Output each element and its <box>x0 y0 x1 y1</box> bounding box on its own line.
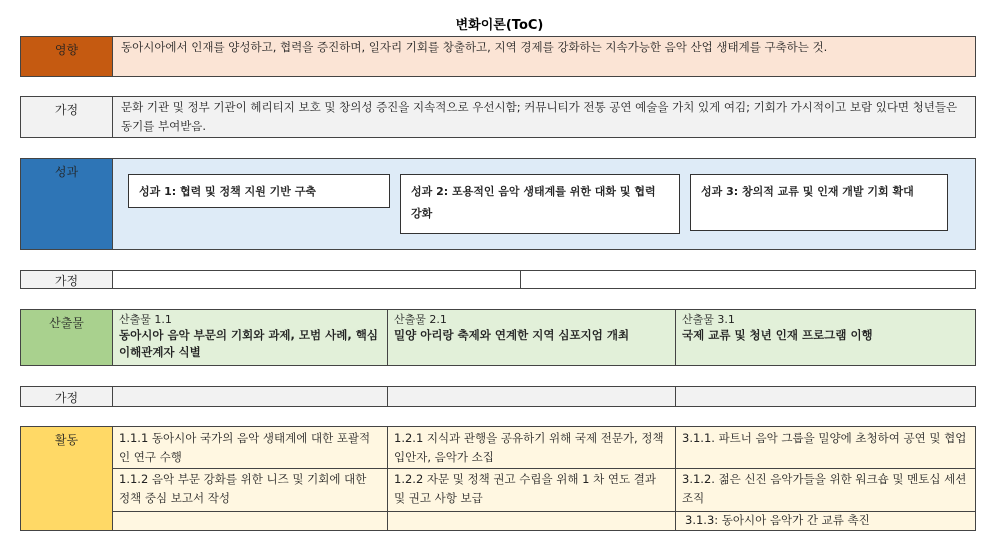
impact-label: 영향 <box>21 37 113 76</box>
activity-column-2 <box>388 427 676 530</box>
assumption-cell-2b <box>521 271 975 288</box>
page-title: 변화이론(ToC) <box>455 18 544 33</box>
outcome-box-1: 성과 1: 협력 및 정책 지원 기반 구축 <box>128 174 390 208</box>
output-cell-3 <box>676 310 975 365</box>
activity-column-3 <box>676 427 975 530</box>
activity-3-1-2: 3.1.2. 젊은 신진 음악가들을 위한 워크숍 및 멘토십 세션 조직 <box>682 472 967 505</box>
output-number-1: 산출물 1.1 <box>119 313 172 326</box>
activity-column-1 <box>113 427 388 530</box>
assumption-cell-2a <box>113 271 521 288</box>
outputs-label: 산출물 <box>21 310 113 365</box>
activity-1-1-2: 1.1.2 음악 부문 강화를 위한 니즈 및 기회에 대한 정책 중심 보고서 작성 <box>119 472 367 505</box>
assumption-row-2 <box>20 270 976 289</box>
outcome-box-3: 성과 3: 창의적 교류 및 인재 개발 기회 확대 <box>690 174 948 231</box>
activity-1-2-2: 1.2.2 자문 및 정책 권고 수립을 위해 1 차 연도 결과 및 권고 사항 보급 <box>394 472 656 505</box>
assumption-label-2: 가정 <box>21 271 113 288</box>
assumption-cell-3b <box>388 387 676 406</box>
assumption-label-3: 가정 <box>21 387 113 406</box>
assumption-text-1: 문화 기관 및 정부 기관이 헤리티지 보호 및 창의성 증진을 지속적으로 우선시함; 커뮤니티가 전통 공연 예술을 가치 있게 여김; 기회가 가시적이고 보람 있다면 청년들은 동기를 부여받음. <box>121 100 958 133</box>
activity-1-2-1: 1.2.1 지식과 관행을 공유하기 위해 국제 전문가, 정책 입안자, 음악가 소집 <box>394 431 664 464</box>
activity-divider <box>388 468 675 469</box>
activity-divider <box>113 511 387 512</box>
output-number-2: 산출물 2.1 <box>394 313 447 326</box>
output-number-3: 산출물 3.1 <box>682 313 735 326</box>
assumption-row-3 <box>20 386 976 407</box>
activity-divider <box>388 511 675 512</box>
assumption-row-1 <box>20 96 976 138</box>
output-text-3: 국제 교류 및 청년 인재 프로그램 이행 <box>682 328 873 342</box>
output-text-2: 밀양 아리랑 축제와 연계한 지역 심포지엄 개최 <box>394 328 630 342</box>
outcomes-row <box>20 158 976 250</box>
activities-row <box>20 426 976 531</box>
impact-row <box>20 36 976 77</box>
output-text-1: 동아시아 음악 부문의 기회와 과제, 모범 사례, 핵심 이해관계자 식별 <box>119 328 378 359</box>
assumption-cell-3a <box>113 387 388 406</box>
activity-3-1-3: 3.1.3: 동아시아 음악가 간 교류 촉진 <box>685 513 870 527</box>
activities-label: 활동 <box>21 427 113 530</box>
activity-divider <box>113 468 387 469</box>
outputs-row <box>20 309 976 366</box>
outcome-box-2: 성과 2: 포용적인 음악 생태계를 위한 대화 및 협력 강화 <box>400 174 680 234</box>
activity-3-1-1: 3.1.1. 파트너 음악 그룹을 밀양에 초청하여 공연 및 협업 <box>682 431 967 445</box>
output-cell-2 <box>388 310 676 365</box>
activity-1-1-1: 1.1.1 동아시아 국가의 음악 생태계에 대한 포괄적인 연구 수행 <box>119 431 371 464</box>
output-cell-1 <box>113 310 388 365</box>
impact-text: 동아시아에서 인재를 양성하고, 협력을 증진하며, 일자리 기회를 창출하고, 지역 경제를 강화하는 지속가능한 음악 산업 생태계를 구축하는 것. <box>121 40 828 54</box>
outcomes-label: 성과 <box>21 159 113 249</box>
activity-divider <box>676 468 975 469</box>
assumption-label-1: 가정 <box>21 97 113 137</box>
assumption-cell-3c <box>676 387 975 406</box>
